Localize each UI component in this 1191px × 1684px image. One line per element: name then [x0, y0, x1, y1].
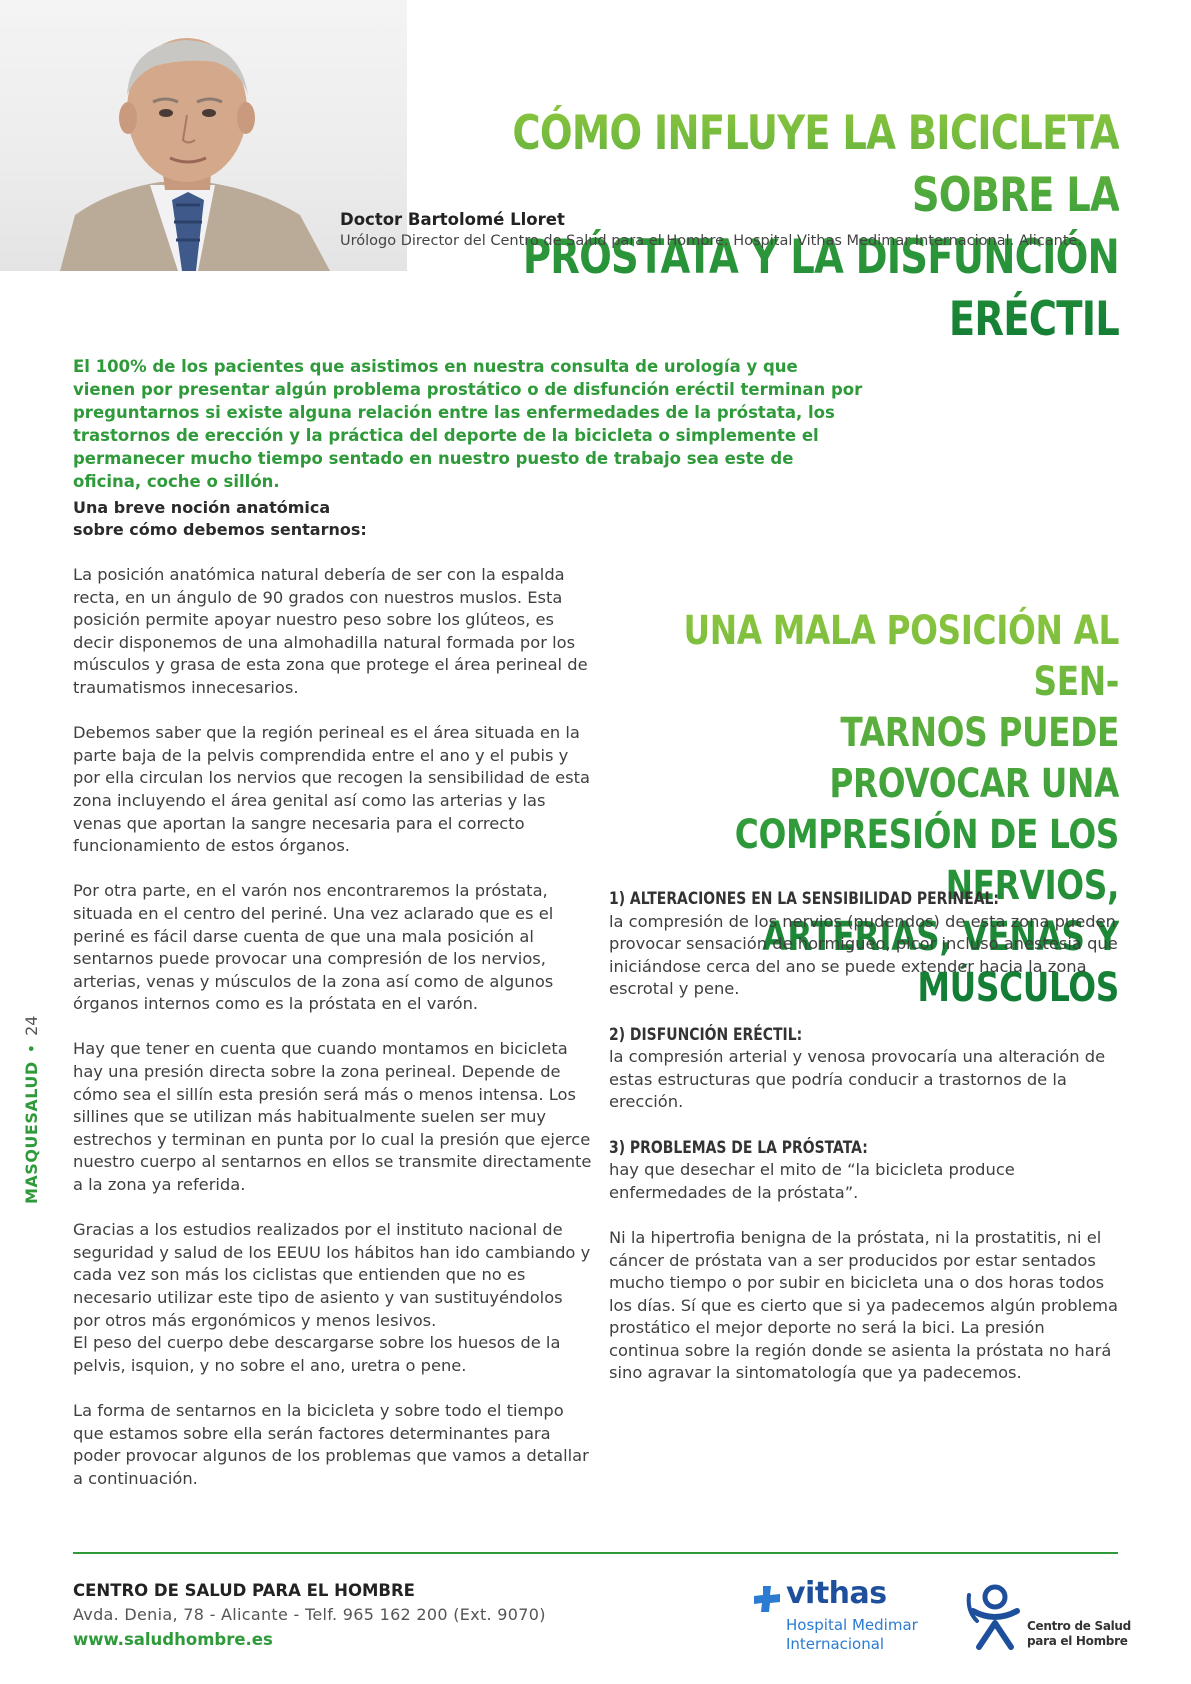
vithas-subtitle: Internacional [786, 1635, 885, 1653]
page-number: 24 [22, 1015, 41, 1036]
footer-center-name: CENTRO DE SALUD PARA EL HOMBRE [73, 1581, 415, 1600]
section-subhead [73, 497, 367, 541]
pull-quote-line: ARTERIAS, VENAS Y MÚSCULOS [762, 914, 1119, 1011]
section-heading: 2) DISFUNCIÓN ERÉCTIL: [609, 1024, 803, 1045]
title-line-2: PRÓSTATA Y LA DISFUNCIÓN ERÉCTIL [522, 230, 1119, 348]
body-paragraph: Por otra parte, en el varón nos encontraremos la próstata, situada en el centro del periné. Una vez aclarado que es el periné es fácil darse cuenta de que una mala posición al sentarnos puede provocar una compresión de los nervios, arterias, venas y músculos de la zona así como de algunos órganos internos como es la próstata en el varón. [73, 881, 554, 1014]
body-paragraph: La posición anatómica natural debería de ser con la espalda recta, en un ángulo de 90 grados con nuestros muslos. Esta posición permite apoyar nuestro peso sobre los glúteos, es decir disponemos de una almohadilla natural formada por los músculos y grasa de esta zona que protege el área perineal de traumatismos innecesarios. [73, 565, 588, 697]
lead-paragraph: El 100% de los pacientes que asistimos en nuestra consulta de urología y que vienen por presentar algún problema prostático o de disfunción eréctil terminan por preguntarnos si existe alguna relación entre las enfermedades de la próstata, los trastornos de erección y la práctica del deporte de la bicicleta o simplemente el permanecer mucho tiempo sentado en nuestro puesto de trabajo sea este de oficina, coche o sillón. [73, 357, 863, 491]
vithas-subtitle: Hospital Medimar [786, 1616, 918, 1634]
article-title [479, 103, 1119, 351]
footer-divider [73, 1552, 1118, 1554]
title-line-1: CÓMO INFLUYE LA BICICLETA SOBRE LA [512, 106, 1119, 224]
author-portrait-illustration [0, 0, 407, 271]
left-column [73, 564, 593, 1513]
centro-salud-logo-text: para el Hombre [1027, 1634, 1128, 1648]
centro-salud-logo [965, 1581, 1131, 1653]
pull-quote-line: COMPRESIÓN DE LOS NERVIOS, [734, 812, 1119, 909]
closing-paragraph: Ni la hipertrofia benigna de la próstata, ni la prostatitis, ni el cáncer de próstata van a ser producidos por estar sentados mucho tiempo o por subir en bicicleta una o dos horas todos los días. Sí que es cierto que si ya padecemos algún problema prostático el mejor deporte no será la bici. La presión continua sobre la región donde se asienta la próstata no hará sino agravar la sintomatología que ya padecemos. [609, 1227, 1118, 1383]
section-text: la compresión arterial y venosa provocaría una alteración de estas estructuras que podría conducir a trastornos de la erección. [609, 1047, 1106, 1112]
centro-salud-figure-icon [965, 1581, 1025, 1653]
body-paragraph: Hay que tener en cuenta que cuando montamos en bicicleta hay una presión directa sobre la zona perineal. Depende de cómo sea el sillín esta presión será más o menos intensa. Los sillines que se utilizan más habitualmente suelen ser muy estrechos y terminan en punta por lo cual la presión que ejerce nuestro cuerpo al sentarnos en ellos se transmite directamente a la zona ya referida. [73, 1039, 592, 1195]
vithas-cross-icon [752, 1584, 782, 1614]
vithas-brand: vithas [786, 1576, 887, 1611]
right-column [609, 888, 1119, 1408]
centro-salud-logo-text: Centro de Salud [1027, 1619, 1131, 1633]
body-paragraph: Gracias a los estudios realizados por el instituto nacional de seguridad y salud de los EEUU los hábitos han ido cambiando y cada vez son más los ciclistas que entienden que no es necesario utilizar este tipo de asiento y van sustituyéndolos por otros más ergonómicos y menos lesivos. [73, 1220, 591, 1330]
footer-website-link[interactable]: www.saludhombre.es [73, 1630, 273, 1649]
section-text: hay que desechar el mito de “la bicicleta produce enfermedades de la próstata”. [609, 1160, 1015, 1202]
pull-quote-line: UNA MALA POSICIÓN AL SEN- [683, 608, 1119, 705]
subhead-line-2: sobre cómo debemos sentarnos: [73, 520, 367, 539]
section-text: la compresión de los nervios (pudendos) de esta zona pueden provocar sensación de hormigueo, picor incluso anestesia que iniciándose cerca del ano se puede extender hacia la zona escrotal y pene. [609, 911, 1118, 999]
pull-quote-line: TARNOS PUEDE PROVOCAR UNA [829, 710, 1119, 807]
section-heading: 3) PROBLEMAS DE LA PRÓSTATA: [609, 1137, 868, 1158]
author-name: Doctor Bartolomé Lloret [340, 210, 565, 229]
author-photo [0, 0, 407, 271]
section-heading: 1) ALTERACIONES EN LA SENSIBILIDAD PERINEAL: [609, 889, 999, 909]
vithas-logo [752, 1578, 952, 1656]
author-role: Urólogo Director del Centro de Salud para el Hombre. Hospital Vithas Medimar Internacional. Alicante. [340, 233, 1083, 249]
body-paragraph: La forma de sentarnos en la bicicleta y sobre todo el tiempo que estamos sobre ella serán factores determinantes para poder provocar algunos de los problemas que vamos a detallar a continuación. [73, 1400, 589, 1488]
page-side-label [22, 1016, 41, 1204]
body-paragraph: Debemos saber que la región perineal es el área situada en la parte baja de la pelvis comprendida entre el ano y el pubis y por ella circulan los nervios que recogen la sensibilidad de esta zona incluyendo el área genital así como las arterias y las venas que aportan la sangre necesaria para el correcto funcionamiento de estos órganos. [73, 723, 590, 856]
subhead-line-1: Una breve noción anatómica [73, 498, 331, 517]
body-paragraph: El peso del cuerpo debe descargarse sobre los huesos de la pelvis, isquion, y no sobre el ano, uretra o pene. [73, 1333, 561, 1375]
footer-address: Avda. Denia, 78 - Alicante - Telf. 965 162 200 (Ext. 9070) [73, 1605, 546, 1624]
magazine-name: MASQUESALUD [22, 1061, 41, 1204]
separator-dot: • [22, 1043, 41, 1054]
